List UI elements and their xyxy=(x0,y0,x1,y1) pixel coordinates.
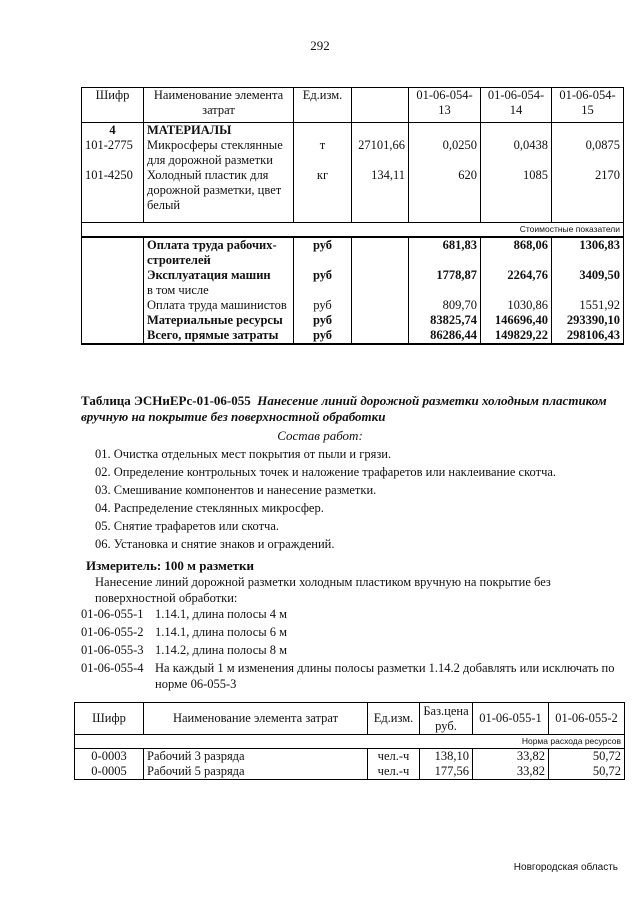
row-price: 134,11 xyxy=(352,168,409,222)
variant-text: 1.14.1, длина полосы 6 м xyxy=(155,625,288,639)
row-value-2: 50,72 xyxy=(549,749,625,765)
work-step: 01. Очистка отдельных мест покрытия от пыли и грязи. xyxy=(95,447,392,461)
cost-row xyxy=(82,237,624,268)
header-code: Шифр xyxy=(82,88,144,123)
row-code: 101-4250 xyxy=(82,168,144,222)
cost-unit: руб xyxy=(294,313,352,328)
cost-value-13: 809,70 xyxy=(409,298,481,313)
cost-unit: руб xyxy=(294,268,352,298)
cost-value-15: 293390,10 xyxy=(552,313,624,328)
cost-name: Оплата труда машинистов xyxy=(144,298,294,313)
cost-name xyxy=(144,268,294,298)
variant-text: 1.14.1, длина полосы 4 м xyxy=(155,607,288,621)
cost-value-13: 83825,74 xyxy=(409,313,481,328)
work-step: 05. Снятие трафаретов или скотча. xyxy=(95,519,280,533)
header-col-13: 01-06-054-13 xyxy=(409,88,481,123)
table-row xyxy=(75,764,625,780)
cost-row xyxy=(82,298,624,313)
resource-table-055 xyxy=(74,702,625,780)
cost-name: Оплата труда рабочих-строителей xyxy=(144,237,294,268)
cost-name-sub: в том числе xyxy=(147,282,209,297)
header-unit: Ед.изм. xyxy=(368,703,420,735)
work-step: 02. Определение контрольных точек и наложение трафаретов или наклеивание скотча. xyxy=(95,465,557,479)
resource-norm-note-row xyxy=(75,735,625,749)
variant-text: На каждый 1 м изменения длины полосы разметки 1.14.2 добавлять или исключать по норме 06-055-3 xyxy=(155,661,615,691)
row-unit: чел.-ч xyxy=(368,749,420,765)
resource-norm-note: Норма расхода ресурсов xyxy=(75,735,625,749)
row-unit: кг xyxy=(294,168,352,222)
cost-unit: руб xyxy=(294,298,352,313)
table-title xyxy=(81,393,626,425)
header-col-1: 01-06-055-1 xyxy=(473,703,549,735)
table-header-row xyxy=(75,703,625,735)
row-price: 138,10 xyxy=(420,749,473,765)
cost-value-15: 298106,43 xyxy=(552,328,624,344)
header-name: Наименование элемента затрат xyxy=(144,88,294,123)
footer-region: Новгородская область xyxy=(513,862,618,873)
table-title-code: Таблица ЭСНиЕРс-01-06-055 xyxy=(81,393,251,408)
section-row xyxy=(82,123,624,139)
header-name: Наименование элемента затрат xyxy=(144,703,368,735)
row-name: Холодный пластик для дорожной разметки, цвет белый xyxy=(144,168,294,222)
cost-value-13: 1778,87 xyxy=(409,268,481,298)
row-value-15: 0,0875 xyxy=(552,138,624,168)
cost-value-15: 1306,83 xyxy=(552,237,624,268)
variant-code: 01-06-055-2 xyxy=(81,625,144,639)
section-description: Нанесение линий дорожной разметки холодным пластиком вручную на покрытие без поверхностной обработки: xyxy=(95,575,551,605)
row-value-15: 2170 xyxy=(552,168,624,222)
row-name: Рабочий 3 разряда xyxy=(144,749,368,765)
work-heading: Состав работ: xyxy=(277,428,363,443)
row-value-2: 50,72 xyxy=(549,764,625,780)
header-col-2: 01-06-055-2 xyxy=(549,703,625,735)
cost-value-14: 149829,22 xyxy=(481,328,552,344)
cost-value-14: 2264,76 xyxy=(481,268,552,298)
row-price: 27101,66 xyxy=(352,138,409,168)
cost-unit: руб xyxy=(294,237,352,268)
cost-value-13: 86286,44 xyxy=(409,328,481,344)
row-value-13: 620 xyxy=(409,168,481,222)
header-base-price: Баз.цена руб. xyxy=(420,703,473,735)
table-title-text: Нанесение линий дорожной разметки холодным пластиком вручную на покрытие без поверхностной обработки xyxy=(81,393,607,424)
row-unit: т xyxy=(294,138,352,168)
cost-unit: руб xyxy=(294,328,352,344)
section-number: 4 xyxy=(82,123,144,139)
row-value-14: 1085 xyxy=(481,168,552,222)
cost-name: Всего, прямые затраты xyxy=(144,328,294,344)
header-code: Шифр xyxy=(75,703,144,735)
cost-row xyxy=(82,268,624,298)
cost-row xyxy=(82,328,624,344)
resource-table-054 xyxy=(81,87,624,345)
header-unit: Ед.изм. xyxy=(294,88,352,123)
cost-name: Материальные ресурсы xyxy=(144,313,294,328)
variant-code: 01-06-055-4 xyxy=(81,661,144,675)
variant-code: 01-06-055-1 xyxy=(81,607,144,621)
row-price: 177,56 xyxy=(420,764,473,780)
cost-name-main: Эксплуатация машин xyxy=(147,267,271,282)
table-row xyxy=(82,138,624,168)
variant-code: 01-06-055-3 xyxy=(81,643,144,657)
row-value-1: 33,82 xyxy=(473,764,549,780)
row-value-13: 0,0250 xyxy=(409,138,481,168)
cost-row xyxy=(82,313,624,328)
row-value-1: 33,82 xyxy=(473,749,549,765)
cost-value-15: 3409,50 xyxy=(552,268,624,298)
row-code: 0-0003 xyxy=(75,749,144,765)
table-row xyxy=(82,168,624,222)
header-col-15: 01-06-054-15 xyxy=(552,88,624,123)
variant-text: 1.14.2, длина полосы 8 м xyxy=(155,643,288,657)
cost-value-14: 1030,86 xyxy=(481,298,552,313)
cost-value-14: 146696,40 xyxy=(481,313,552,328)
table-row xyxy=(75,749,625,765)
row-name: Микросферы стеклянные для дорожной разметки xyxy=(144,138,294,168)
row-unit: чел.-ч xyxy=(368,764,420,780)
cost-indicators-note-row xyxy=(82,222,624,237)
section-title: МАТЕРИАЛЫ xyxy=(144,123,294,139)
table-header-row xyxy=(82,88,624,123)
row-value-14: 0,0438 xyxy=(481,138,552,168)
measure-unit: Измеритель: 100 м разметки xyxy=(86,558,255,573)
row-code: 101-2775 xyxy=(82,138,144,168)
work-step: 03. Смешивание компонентов и нанесение разметки. xyxy=(95,483,377,497)
row-name: Рабочий 5 разряда xyxy=(144,764,368,780)
cost-value-15: 1551,92 xyxy=(552,298,624,313)
header-col-14: 01-06-054-14 xyxy=(481,88,552,123)
cost-value-13: 681,83 xyxy=(409,237,481,268)
work-step: 06. Установка и снятие знаков и ограждений. xyxy=(95,537,335,551)
header-price xyxy=(352,88,409,123)
cost-indicators-note: Стоимостные показатели xyxy=(82,222,624,237)
row-code: 0-0005 xyxy=(75,764,144,780)
work-step: 04. Распределение стеклянных микросфер. xyxy=(95,501,324,515)
page-number: 292 xyxy=(310,38,330,53)
cost-value-14: 868,06 xyxy=(481,237,552,268)
